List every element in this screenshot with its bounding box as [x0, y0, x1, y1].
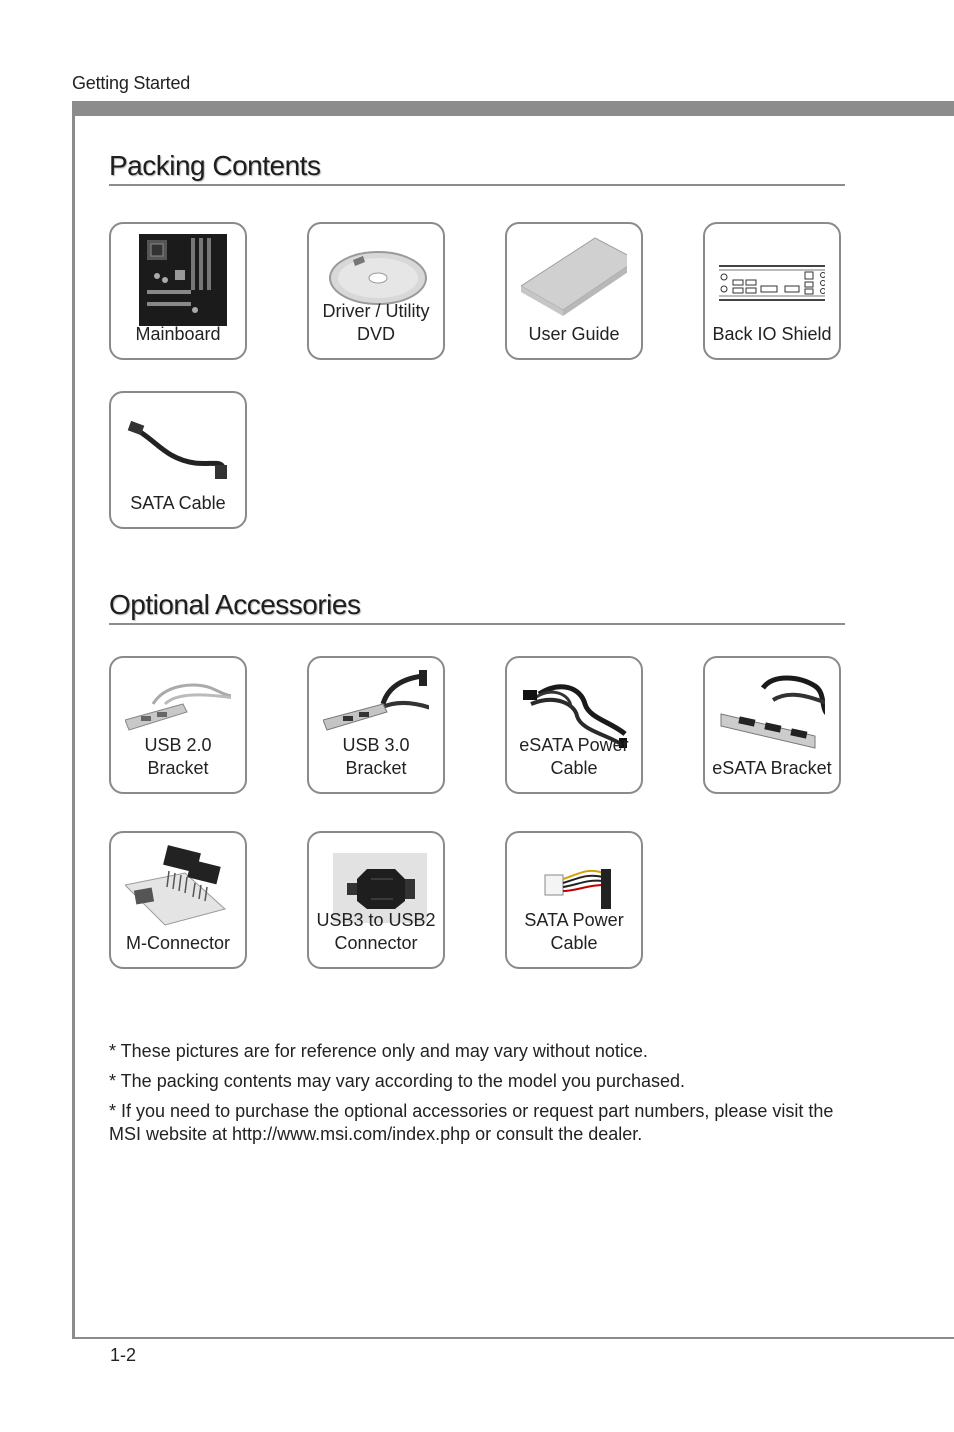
item-esata-bracket	[703, 656, 841, 794]
item-user-guide	[505, 222, 643, 360]
io-shield-icon	[719, 230, 825, 326]
item-label: Mainboard	[135, 324, 221, 344]
item-label: USB 2.0 Bracket	[144, 735, 212, 778]
item-usb3-to-usb2-connector	[307, 831, 445, 969]
item-label: M-Connector	[125, 933, 231, 953]
item-label: USB 3.0 Bracket	[342, 735, 410, 778]
item-label: eSATA Bracket	[712, 758, 832, 778]
item-sata-power-cable	[505, 831, 643, 969]
item-sata-cable	[109, 391, 247, 529]
item-label: User Guide	[528, 324, 620, 344]
mainboard-icon	[125, 230, 231, 326]
note-purchase-accessories: * If you need to purchase the optional accessories or request part numbers, please visit the MSI website at http://www.msi.com/index.php or consult the dealer.	[109, 1101, 834, 1144]
header-bar	[72, 101, 954, 116]
esata-bracket-icon	[719, 664, 825, 760]
m-connector-icon	[125, 839, 231, 935]
item-usb3-bracket	[307, 656, 445, 794]
optional-accessories-title: Optional Accessories	[109, 589, 845, 625]
item-m-connector	[109, 831, 247, 969]
item-label: SATA Cable	[130, 493, 226, 513]
item-usb2-bracket	[109, 656, 247, 794]
page-number: 1-2	[110, 1345, 137, 1365]
item-back-io-shield	[703, 222, 841, 360]
notes	[109, 1040, 854, 1153]
item-mainboard	[109, 222, 247, 360]
item-label: Driver / Utility DVD	[322, 301, 430, 344]
note-reference-only: * These pictures are for reference only and may vary without notice.	[109, 1041, 648, 1061]
running-head: Getting Started	[72, 73, 191, 93]
item-label: Back IO Shield	[712, 324, 832, 344]
item-label: USB3 to USB2 Connector	[316, 910, 436, 953]
item-esata-power-cable	[505, 656, 643, 794]
packing-contents-title: Packing Contents	[109, 150, 845, 186]
bottom-rule	[72, 1337, 954, 1339]
item-driver-dvd	[307, 222, 445, 360]
left-margin-rule	[72, 101, 75, 1339]
item-label: eSATA Power Cable	[519, 735, 629, 778]
note-contents-vary: * The packing contents may vary according to the model you purchased.	[109, 1071, 685, 1091]
item-label: SATA Power Cable	[524, 910, 624, 953]
user-guide-icon	[521, 230, 627, 326]
sata-cable-icon	[125, 399, 231, 495]
